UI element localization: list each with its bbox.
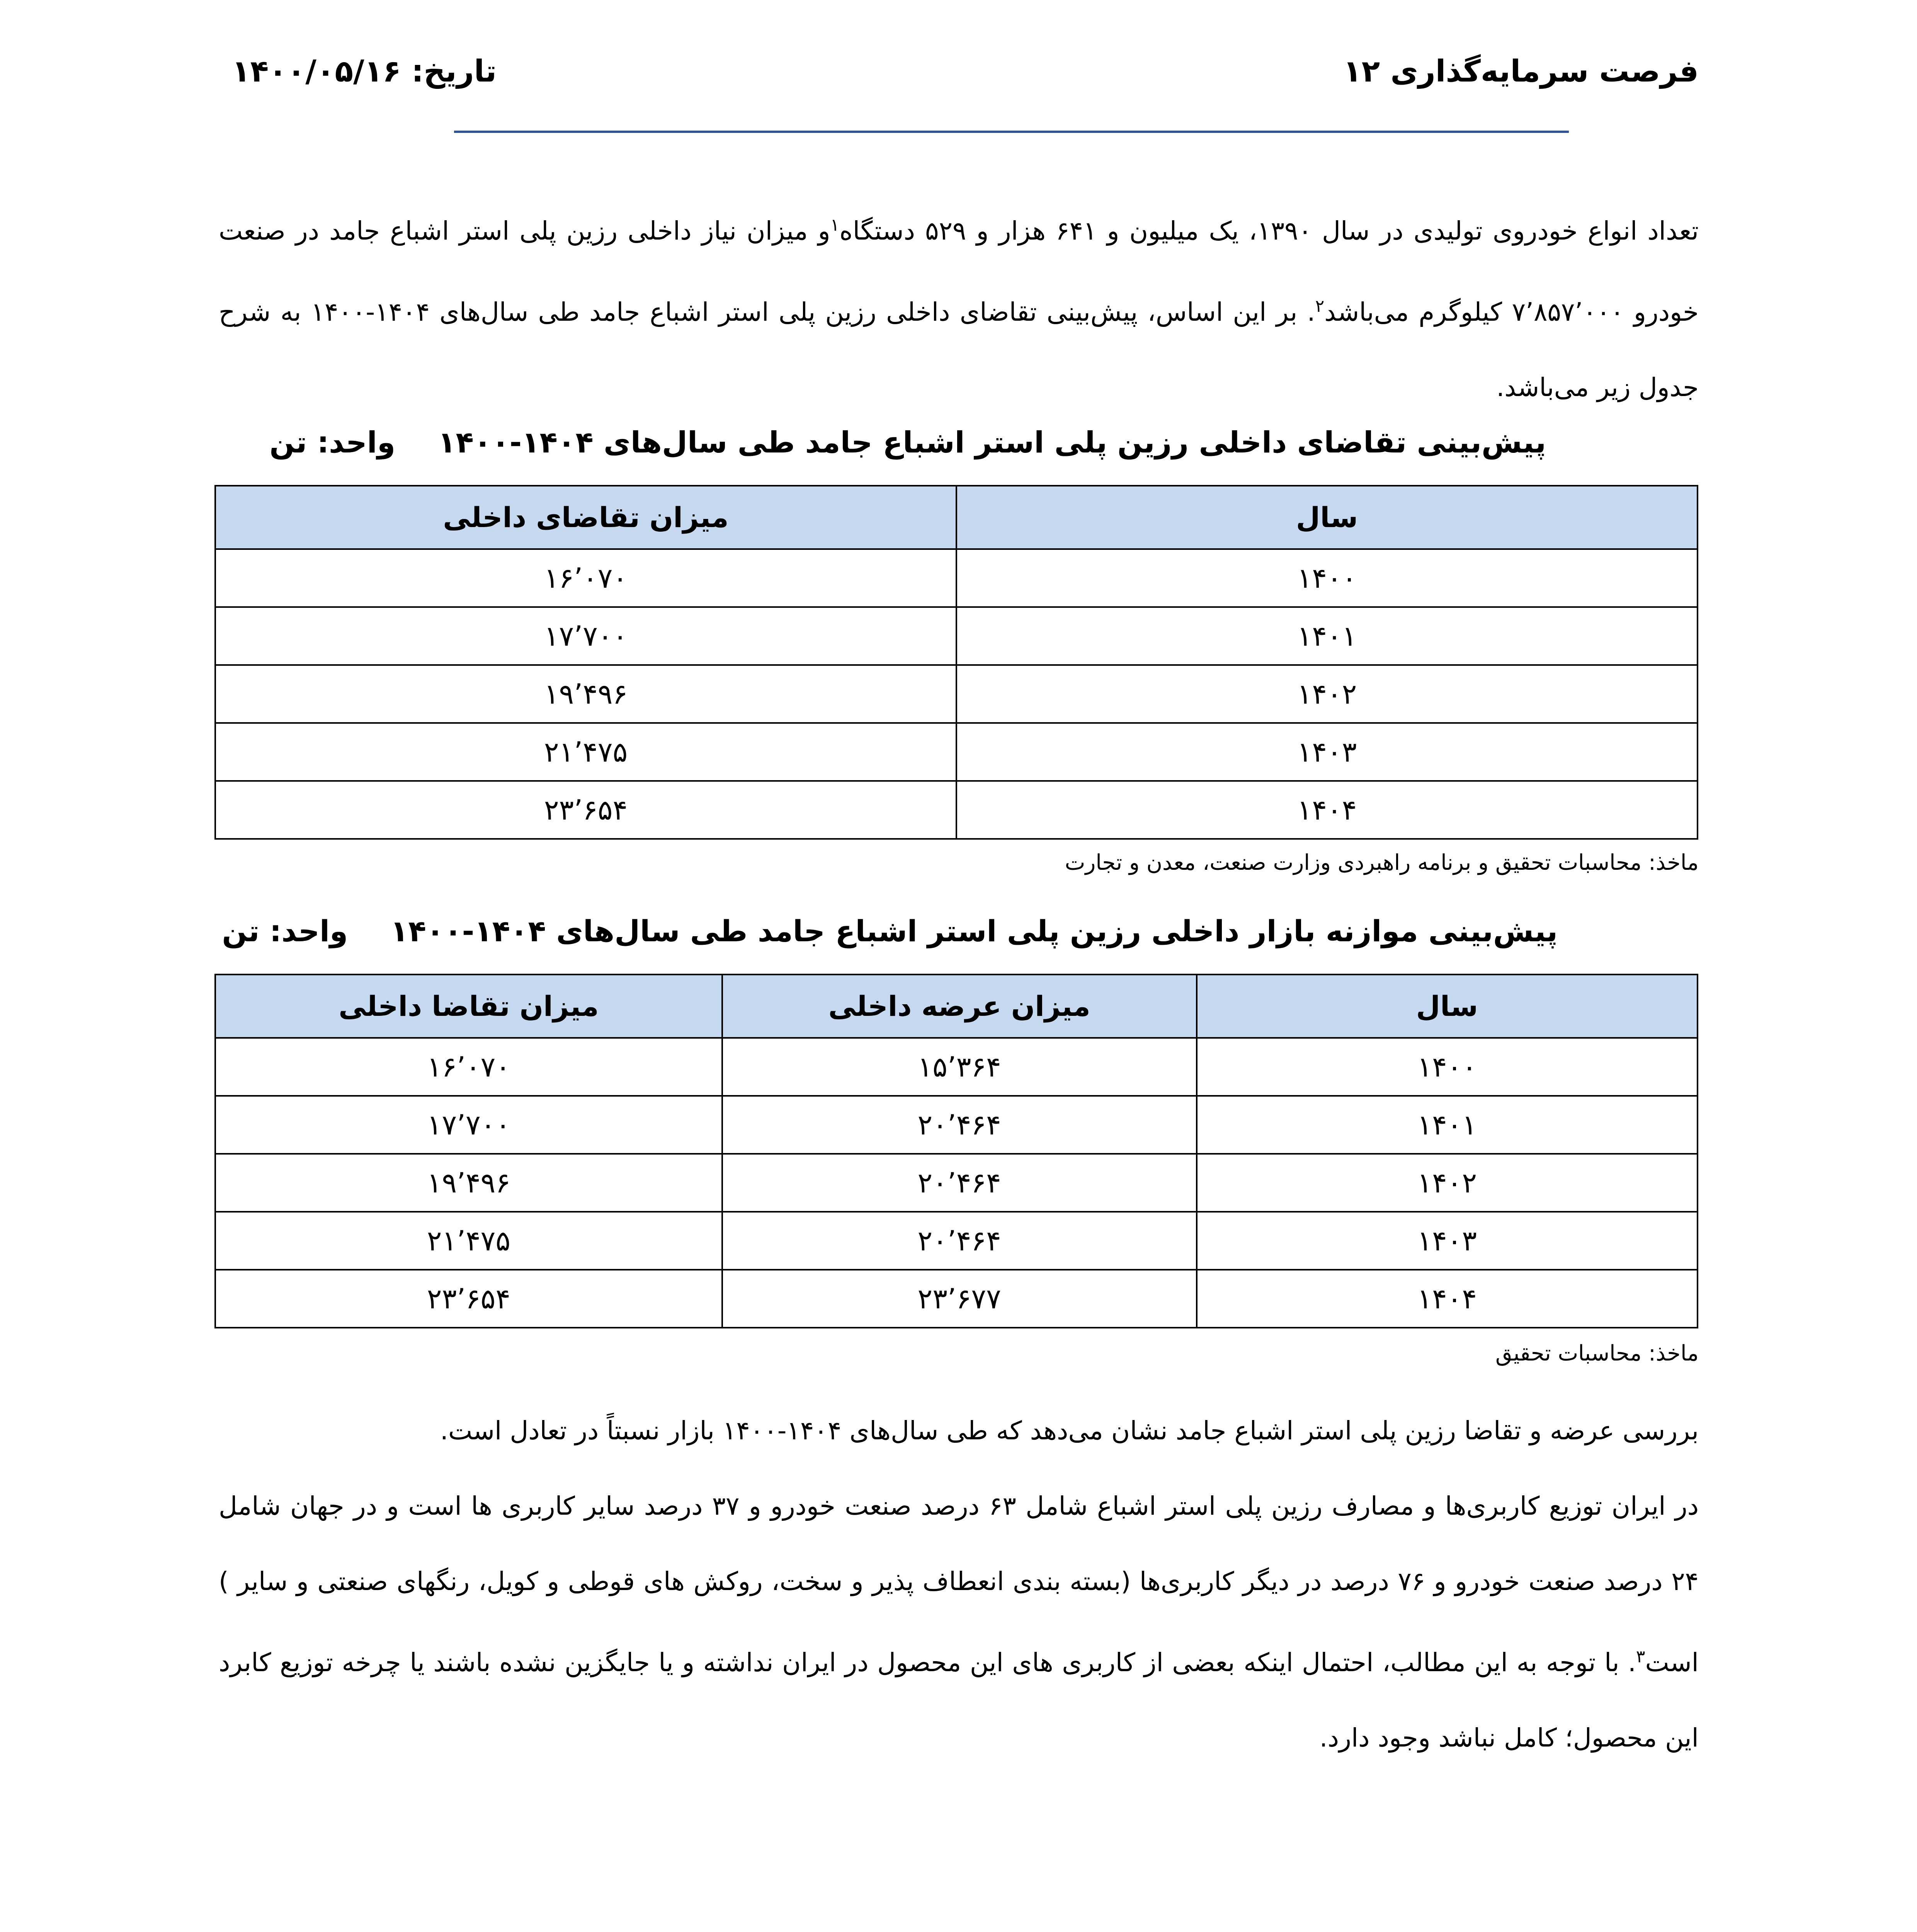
column-header-year: سال	[956, 486, 1698, 549]
cell-year: ۱۴۰۱	[1197, 1096, 1698, 1154]
table-row	[215, 1212, 1698, 1270]
cell-supply: ۲۰٬۴۶۴	[722, 1096, 1197, 1154]
cell-demand: ۱۶٬۰۷۰	[215, 549, 956, 607]
analysis-paragraph-2	[219, 1468, 1699, 1776]
cell-year: ۱۴۰۲	[1197, 1154, 1698, 1212]
column-header-demand: میزان تقاضای داخلی	[215, 486, 956, 549]
header-divider	[454, 131, 1569, 133]
cell-year: ۱۴۰۲	[956, 665, 1698, 723]
footnote-ref-3: ۳	[1636, 1647, 1645, 1667]
table1-unit: واحد: تن	[269, 425, 396, 459]
table-row	[215, 1270, 1698, 1328]
intro-text: تعداد انواع خودروی تولیدی در سال ۱۳۹۰، یک میلیون و ۶۴۱ هزار و ۵۲۹ دستگاه	[839, 216, 1699, 246]
analysis-paragraph-1: بررسی عرضه و تقاضا رزین پلی استر اشباع جامد نشان می‌دهد که طی سال‌های ۱۴۰۴-۱۴۰۰ بازار نسبتاً در تعادل است.	[440, 1416, 1699, 1446]
table1-caption	[269, 425, 1546, 459]
table2-caption	[222, 914, 1558, 948]
table2-source: ماخذ: محاسبات تحقیق	[1495, 1341, 1699, 1366]
table-row	[215, 665, 1698, 723]
cell-supply: ۲۳٬۶۷۷	[722, 1270, 1197, 1328]
table-row	[215, 781, 1698, 839]
cell-year: ۱۴۰۰	[1197, 1038, 1698, 1096]
intro-paragraph	[219, 187, 1699, 425]
intro-text: طی سال‌های ۱۴۰۴-۱۴۰۰ به شرح جدول زیر می‌باشد.	[219, 297, 1699, 402]
cell-year: ۱۴۰۳	[956, 723, 1698, 781]
intro-text: . بر این اساس، پیش‌بینی تقاضای داخلی رزین پلی استر اشباع جامد	[589, 297, 1315, 327]
column-header-demand: میزان تقاضا داخلی	[215, 975, 722, 1038]
cell-year: ۱۴۰۳	[1197, 1212, 1698, 1270]
document-date: تاریخ: ۱۴۰۰/۰۵/۱۶	[232, 54, 497, 89]
cell-year: ۱۴۰۱	[956, 607, 1698, 665]
cell-supply: ۲۰٬۴۶۴	[722, 1154, 1197, 1212]
table-row	[215, 723, 1698, 781]
market-balance-table	[214, 974, 1698, 1328]
intro-text: جامد در صنعت خودرو ۷٬۸۵۷٬۰۰۰ کیلوگرم می‌باشد	[219, 216, 1699, 327]
table-row	[215, 1154, 1698, 1212]
table1-source: ماخذ: محاسبات تحقیق و برنامه راهبردی وزارت صنعت، معدن و تجارت	[1065, 850, 1699, 875]
cell-demand: ۱۷٬۷۰۰	[215, 607, 956, 665]
cell-supply: ۱۵٬۳۶۴	[722, 1038, 1197, 1096]
cell-year: ۱۴۰۴	[1197, 1270, 1698, 1328]
intro-text: و میزان نیاز داخلی رزین پلی استر اشباع	[390, 216, 830, 246]
cell-demand: ۱۹٬۴۹۶	[215, 665, 956, 723]
column-header-year: سال	[1197, 975, 1698, 1038]
cell-demand: ۲۱٬۴۷۵	[215, 723, 956, 781]
table-header-row	[215, 975, 1698, 1038]
footnote-ref-2: ۲	[1315, 296, 1325, 316]
table1-title: پیش‌بینی تقاضای داخلی رزین پلی استر اشباع جامد طی سال‌های ۱۴۰۴-۱۴۰۰	[438, 425, 1546, 459]
analysis-text-part: . با توجه به این مطالب، احتمال اینکه بعضی از کاربری های این محصول در ایران نداشته و یا جایگزین نشده باشند یا چرخه توزیع کابرد این محصول؛ کامل نباشد وجود دارد.	[219, 1648, 1699, 1753]
table-row	[215, 1038, 1698, 1096]
column-header-supply: میزان عرضه داخلی	[722, 975, 1197, 1038]
analysis-text-part: در ایران توزیع کاربری‌ها و مصارف رزین پلی استر اشباع شامل ۶۳ درصد صنعت خودرو و ۳۷ درصد سایر کاربری ها است و در جهان شامل ۲۴ درصد صنعت خودرو و ۷۶ درصد در دیگر کاربری‌ها (بسته بندی انعطاف پذیر و سخت، روکش های قوطی و کویل، رنگهای صنعتی و سایر ) است	[219, 1491, 1699, 1677]
table2-unit: واحد: تن	[222, 914, 348, 948]
document-title: فرصت سرمایه‌گذاری ۱۲	[1343, 54, 1699, 89]
cell-year: ۱۴۰۴	[956, 781, 1698, 839]
cell-supply: ۲۰٬۴۶۴	[722, 1212, 1197, 1270]
cell-demand: ۲۳٬۶۵۴	[215, 1270, 722, 1328]
cell-demand: ۲۳٬۶۵۴	[215, 781, 956, 839]
table-row	[215, 1096, 1698, 1154]
cell-year: ۱۴۰۰	[956, 549, 1698, 607]
cell-demand: ۱۶٬۰۷۰	[215, 1038, 722, 1096]
analysis-text	[219, 1393, 1699, 1776]
demand-forecast-table	[214, 485, 1698, 840]
table-row	[215, 549, 1698, 607]
table-header-row	[215, 486, 1698, 549]
cell-demand: ۱۹٬۴۹۶	[215, 1154, 722, 1212]
cell-demand: ۱۷٬۷۰۰	[215, 1096, 722, 1154]
table-row	[215, 607, 1698, 665]
footnote-ref-1: ۱	[830, 215, 840, 235]
cell-demand: ۲۱٬۴۷۵	[215, 1212, 722, 1270]
table2-title: پیش‌بینی موازنه بازار داخلی رزین پلی استر اشباع جامد طی سال‌های ۱۴۰۴-۱۴۰۰	[390, 914, 1558, 948]
